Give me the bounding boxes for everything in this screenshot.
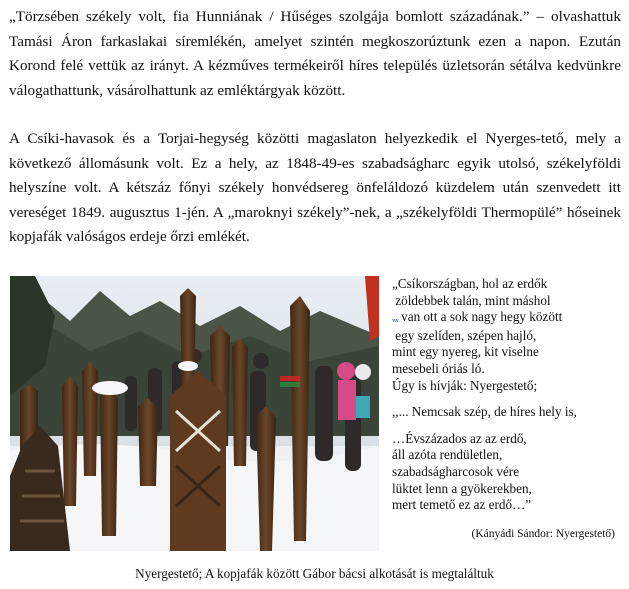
paragraph-intro: „Törzsében székely volt, fia Hunniának / Hűséges szolgája bomlott századának.” – olvashattuk Tamási Áron farkaslakai síremlékén, amelyet szintén megkoszorúztunk ezen a napon. Ezután Korond felé vettük az irányt. A kézműves termékeiről híres település üzletsorán sétálva kedvünkre válogathattunk, vásárolhattunk az emléktárgyak között. xyxy=(9,8,621,99)
poem-line: Úgy is hívják: Nyergestető; xyxy=(392,377,538,393)
poem-line: „Csíkországban, hol az erdők xyxy=(392,276,548,291)
poem-attribution: (Kányádi Sándor: Nyergestető) xyxy=(471,528,615,540)
poem-line: mint egy nyereg, kit viselne xyxy=(392,344,539,360)
poem-line: ᵥᵥᵥ van ott a sok nagy hegy között xyxy=(392,309,563,325)
poem-line: szabadságharcosok vére xyxy=(392,463,520,479)
poem-line: mert temető ez az erdő…” xyxy=(392,497,532,513)
poem-excerpt xyxy=(392,276,624,514)
poem-line: ,,... Nemcsak szép, de híres hely is, xyxy=(392,404,577,420)
poem-line: egy szelíden, szépen hajló, xyxy=(392,327,537,343)
photo-caption: Nyergestető; A kopjafák között Gábor bácsi alkotását is megtaláltuk xyxy=(135,566,494,581)
poem-line: …Évszázados az az erdő, xyxy=(392,430,527,446)
spellcheck-squiggle-icon: ᵥᵥᵥ xyxy=(392,313,398,325)
poem-line: zöldebbek talán, mint máshol xyxy=(392,292,551,308)
poem-line: mesebeli óriás ló. xyxy=(392,360,485,376)
kopjafa-forest-photo xyxy=(10,276,379,551)
poem-line: áll azóta rendületlen, xyxy=(392,447,503,463)
poem-line: lüktet lenn a gyökerekben, xyxy=(392,480,532,496)
paragraph-nyergesteto: A Csíki-havasok és a Torjai-hegység közötti magaslaton helyezkedik el Nyerges-tető, mely a következő állomásunk volt. Ez a hely, az 1848-49-es szabadságharc egyik utolsó, székelyföldi helyszíne volt. A kétszáz főnyi székely honvédsereg önfeláldozó küzdelem után szenvedett itt vereséget 1849. augusztus 1-jén. A „maroknyi székely”-nek, a „székelyföldi Thermopülé” hőseinek kopjafák valóságos erdeje őrzi emlékét. xyxy=(9,130,621,246)
